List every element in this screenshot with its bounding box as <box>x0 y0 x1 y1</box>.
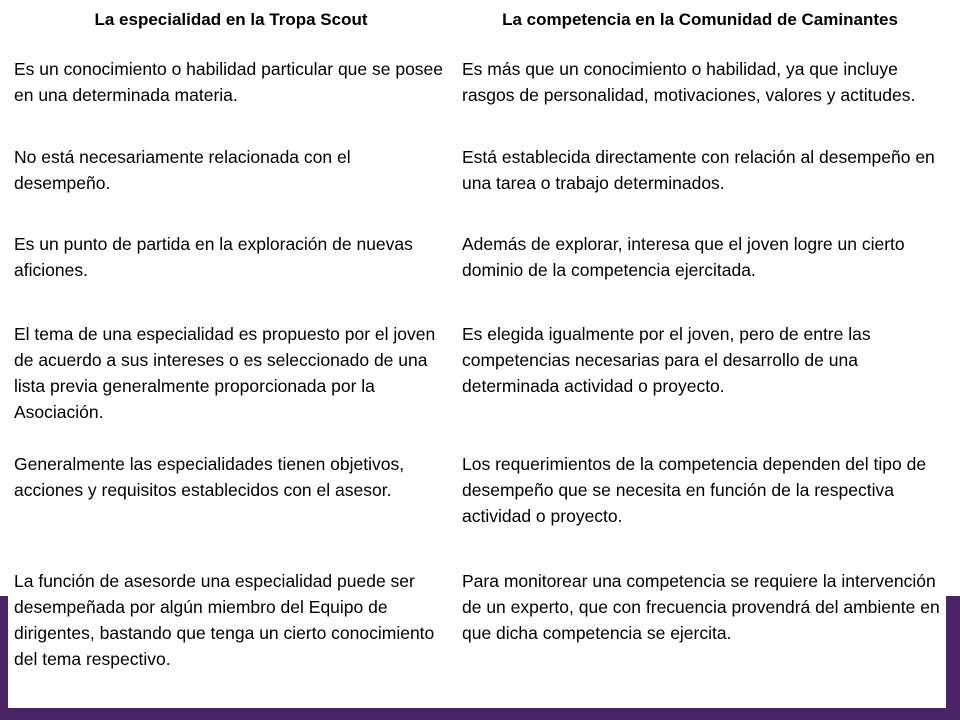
cell-competencia: Para monitorear una competencia se requiere la intervención de un experto, que con frecuencia provendrá del ambiente en que dicha competencia se ejercita. <box>462 571 940 643</box>
table-row <box>8 227 946 317</box>
cell-competencia: Está establecida directamente con relación al desempeño en una tarea o trabajo determinados. <box>462 147 935 193</box>
cell-competencia: Los requerimientos de la competencia dependen del tipo de desempeño que se necesita en función de la respectiva actividad o proyecto. <box>462 454 927 526</box>
header-especialidad: La especialidad en la Tropa Scout <box>94 10 368 29</box>
table-header-row <box>8 0 946 52</box>
cell-especialidad: Generalmente las especialidades tienen objetivos, acciones y requisitos establecidos con el asesor. <box>14 454 405 500</box>
cell-competencia: Es más que un conocimiento o habilidad, ya que incluye rasgos de personalidad, motivaciones, valores y actitudes. <box>462 59 916 105</box>
table-row <box>8 564 946 694</box>
comparison-table <box>8 0 946 694</box>
table-row <box>8 52 946 140</box>
table-row <box>8 317 946 447</box>
cell-especialidad: El tema de una especialidad es propuesto por el joven de acuerdo a sus intereses o es seleccionado de una lista previa generalmente proporcionada por la Asociación. <box>14 324 436 422</box>
cell-especialidad: Es un conocimiento o habilidad particular que se posee en una determinada materia. <box>14 59 444 105</box>
header-competencia: La competencia en la Comunidad de Caminantes <box>502 10 898 29</box>
table-row <box>8 140 946 227</box>
cell-especialidad: La función de asesorde una especialidad puede ser desempeñada por algún miembro del Equipo de dirigentes, bastando que tenga un cierto conocimiento del tema respectivo. <box>14 571 435 669</box>
cell-especialidad: Es un punto de partida en la exploración de nuevas aficiones. <box>14 234 413 280</box>
cell-especialidad: No está necesariamente relacionada con el desempeño. <box>14 147 351 193</box>
table-row <box>8 447 946 564</box>
cell-competencia: Además de explorar, interesa que el joven logre un cierto dominio de la competencia ejercitada. <box>462 234 905 280</box>
cell-competencia: Es elegida igualmente por el joven, pero de entre las competencias necesarias para el desarrollo de una determinada actividad o proyecto. <box>462 324 871 396</box>
